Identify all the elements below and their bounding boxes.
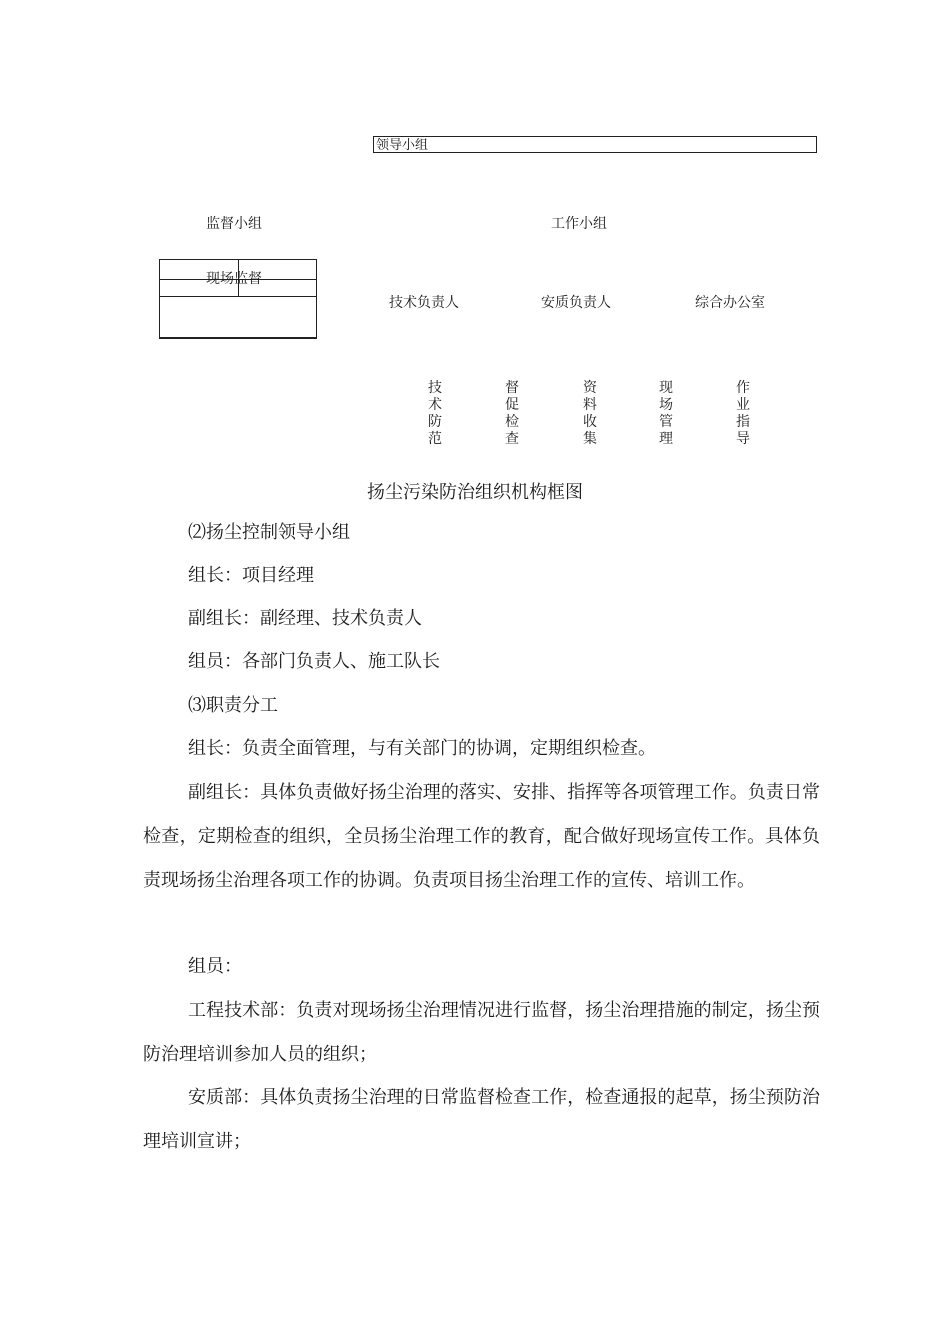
- paragraph: 组员：: [188, 956, 242, 977]
- leader-group-box: 领导小组: [373, 136, 817, 153]
- supervision-group-label: 监督小组: [206, 216, 262, 232]
- site-supervision-label: 现场监督: [206, 271, 262, 287]
- paragraph: 组员：各部门负责人、施工队长: [188, 651, 440, 672]
- duty-site-management: 现 场 管 理: [659, 380, 673, 447]
- paragraph: ⑵扬尘控制领导小组: [188, 522, 350, 543]
- paragraph: 副组长：副经理、技术负责人: [188, 608, 422, 629]
- paragraph: 安质部：具体负责扬尘治理的日常监督检查工作，检查通报的起草，扬尘预防治理培训宣讲；: [143, 1087, 820, 1152]
- paragraph: ⑶职责分工: [188, 695, 278, 716]
- duty-document-collection: 资 料 收 集: [583, 380, 597, 447]
- paragraph: 组长：负责全面管理，与有关部门的协调，定期组织检查。: [188, 738, 656, 759]
- role-safety-quality-lead: 安质负责人: [541, 295, 611, 311]
- role-general-office: 综合办公室: [695, 295, 765, 311]
- duty-tech-prevention: 技 术 防 范: [428, 380, 442, 447]
- duty-work-guidance: 作 业 指 导: [736, 380, 750, 447]
- paragraph: 组长：项目经理: [188, 565, 314, 586]
- site-supervision-table: [159, 259, 317, 339]
- paragraph: 工程技术部：负责对现场扬尘治理情况进行监督，扬尘治理措施的制定，扬尘预防治理培训参加人员的组织；: [143, 1000, 820, 1065]
- work-group-label: 工作小组: [551, 216, 607, 232]
- role-tech-lead: 技术负责人: [389, 295, 459, 311]
- paragraph: 副组长：具体负责做好扬尘治理的落实、安排、指挥等各项管理工作。负责日常检查，定期检查的组织，全员扬尘治理工作的教育，配合做好现场宣传工作。具体负责现场扬尘治理各项工作的协调。负责项目扬尘治理工作的宣传、培训工作。: [143, 782, 820, 891]
- figure-caption: 扬尘污染防治组织机构框图: [367, 482, 583, 503]
- duty-supervise-inspect: 督 促 检 查: [505, 380, 519, 447]
